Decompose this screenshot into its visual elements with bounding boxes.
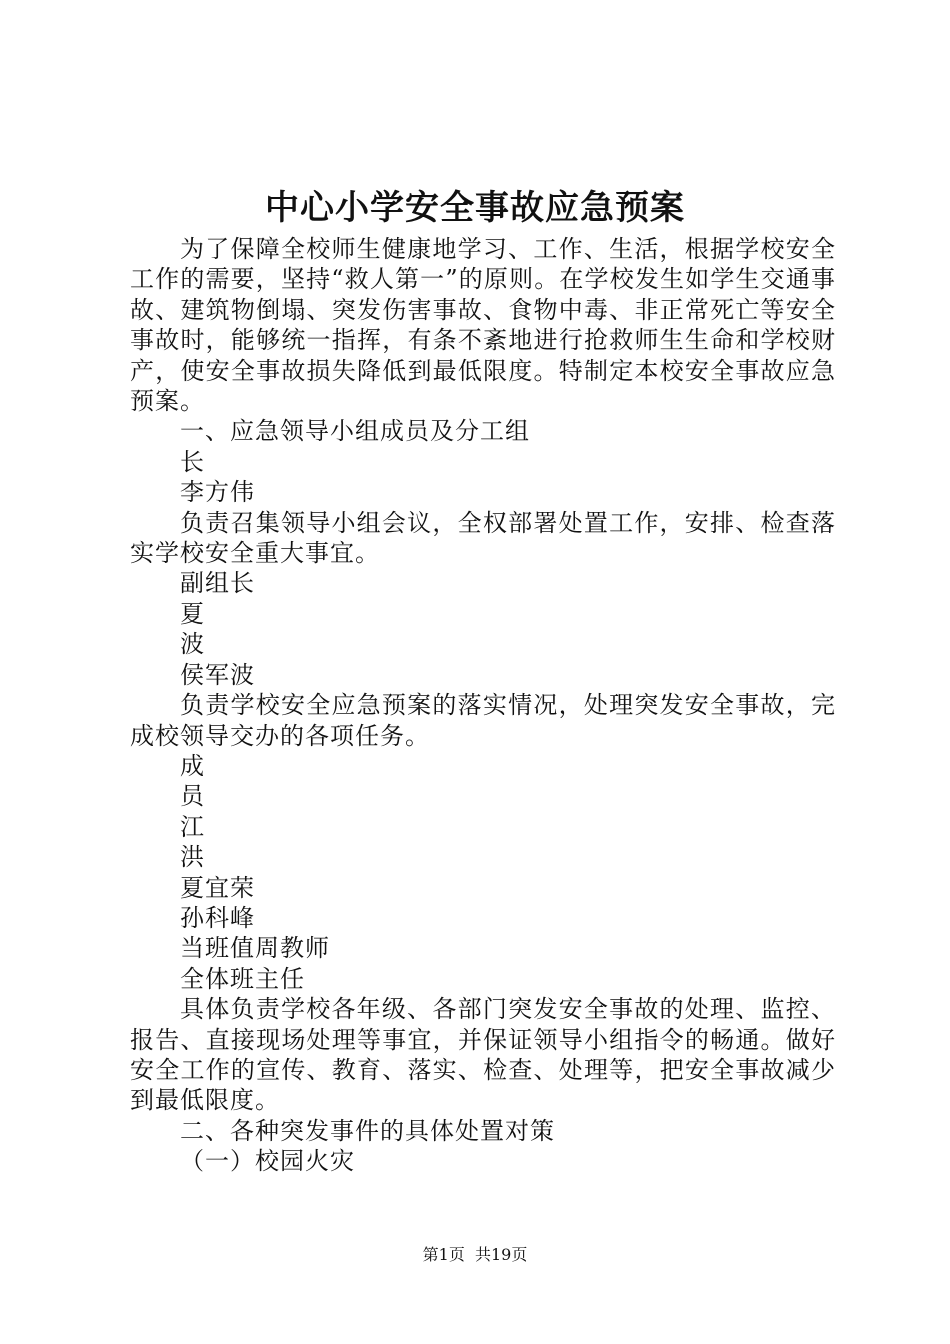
body-line: 夏宜荣 xyxy=(180,873,255,902)
body-line: 夏 xyxy=(180,599,205,628)
body-line: 二、各种突发事件的具体处置对策 xyxy=(180,1116,555,1145)
body-line: 成 xyxy=(180,751,205,780)
body-line: 一、应急领导小组成员及分工组 xyxy=(180,417,530,446)
body-line: 长 xyxy=(180,447,205,476)
body-paragraph: 为了保障全校师生健康地学习、工作、生活，根据学校安全工作的需要，坚持“救人第一”的原则。在学校发生如学生交通事故、建筑物倒塌、突发伤害事故、食物中毒、非正常死亡等安全事故时，能够统一指挥，有条不紊地进行抢救师生生命和学校财产，使安全事故损失降低到最低限度。特制定本校安全事故应急预案。 xyxy=(130,235,836,416)
body-line: 当班值周教师 xyxy=(180,934,330,963)
body-paragraph: 负责召集领导小组会议，全权部署处置工作，安排、检查落实学校安全重大事宜。 xyxy=(130,508,836,568)
body-line: 李方伟 xyxy=(180,478,255,507)
body-line: 全体班主任 xyxy=(180,964,305,993)
document-body xyxy=(130,234,836,1177)
body-line: 员 xyxy=(180,782,205,811)
body-line: 洪 xyxy=(180,843,205,872)
body-line: 孙科峰 xyxy=(180,903,255,932)
body-paragraph: 负责学校安全应急预案的落实情况，处理突发安全事故，完成校领导交办的各项任务。 xyxy=(130,691,836,750)
body-line: 副组长 xyxy=(180,569,255,598)
body-line: 江 xyxy=(180,812,205,841)
body-paragraph: 具体负责学校各年级、各部门突发安全事故的处理、监控、报告、直接现场处理等事宜，并保证领导小组指令的畅通。做好安全工作的宣传、教育、落实、检查、处理等，把安全事故减少到最低限度。 xyxy=(130,995,836,1115)
page-footer: 第1页 共19页 xyxy=(422,1245,528,1264)
body-line: 侯军波 xyxy=(180,660,255,689)
body-line: （一）校园火灾 xyxy=(180,1147,355,1176)
document-title: 中心小学安全事故应急预案 xyxy=(265,188,685,228)
body-line: 波 xyxy=(180,630,205,659)
